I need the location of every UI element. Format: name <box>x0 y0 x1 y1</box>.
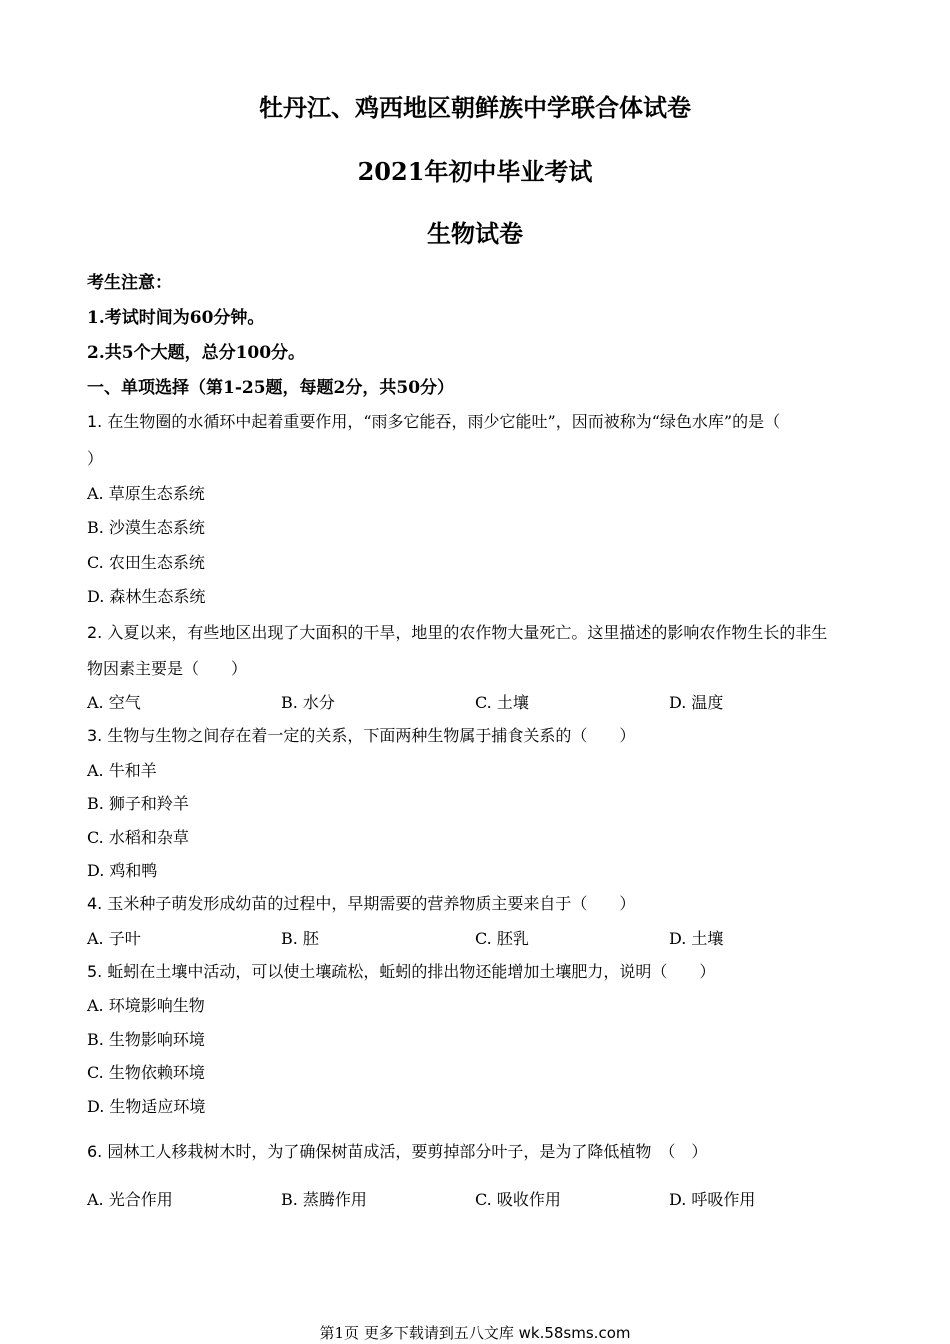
question-number: 3. <box>87 726 103 745</box>
option-c: C. 吸收作用 <box>475 1190 561 1209</box>
page-footer <box>0 1322 950 1343</box>
option-a: A. 牛和羊 <box>87 761 157 780</box>
option-b: B. 生物影响环境 <box>87 1030 205 1049</box>
question-1 <box>87 409 780 432</box>
section-heading: 一、单项选择（第1-25题，每题2分，共50分） <box>87 378 455 398</box>
question-number: 4. <box>87 894 103 913</box>
question-number: 2. <box>87 623 103 642</box>
notice-item-1: 1.考试时间为60分钟。 <box>87 308 265 328</box>
question-text: 园林工人移栽树木时，为了确保树苗成活，要剪掉部分叶子，是为了降低植物 （ ） <box>107 1142 708 1161</box>
option-d: D. 鸡和鸭 <box>87 861 158 880</box>
option-c: C. 土壤 <box>475 693 529 712</box>
question-2 <box>87 620 827 643</box>
option-d: D. 生物适应环境 <box>87 1097 206 1116</box>
option-b: B. 胚 <box>281 929 319 948</box>
option-c: C. 生物依赖环境 <box>87 1063 205 1082</box>
question-number: 6. <box>87 1142 103 1161</box>
option-a: A. 子叶 <box>87 929 141 948</box>
notice-item-2: 2.共5个大题，总分100分。 <box>87 343 306 363</box>
option-b: B. 狮子和羚羊 <box>87 794 189 813</box>
option-c: C. 胚乳 <box>475 929 529 948</box>
option-a: A. 光合作用 <box>87 1190 173 1209</box>
option-a: A. 空气 <box>87 693 141 712</box>
option-d: D. 土壤 <box>669 929 724 948</box>
question-text: 入夏以来，有些地区出现了大面积的干旱，地里的农作物大量死亡。这里描述的影响农作物生长的非生 <box>107 623 828 642</box>
option-c: C. 水稻和杂草 <box>87 828 189 847</box>
question-3 <box>87 723 635 746</box>
option-c: C. 农田生态系统 <box>87 553 205 572</box>
question-text: 蚯蚓在土壤中活动，可以使土壤疏松，蚯蚓的排出物还能增加土壤肥力，说明（ ） <box>107 962 716 981</box>
question-text: 玉米种子萌发形成幼苗的过程中，早期需要的营养物质主要来自于（ ） <box>107 894 636 913</box>
subject-title: 生物试卷 <box>427 219 523 248</box>
option-d: D. 呼吸作用 <box>669 1190 756 1209</box>
question-6 <box>87 1139 707 1162</box>
option-d: D. 温度 <box>669 693 724 712</box>
notice-heading: 考生注意： <box>87 273 172 293</box>
option-a: A. 草原生态系统 <box>87 484 205 503</box>
option-a: A. 环境影响生物 <box>87 996 205 1015</box>
question-5 <box>87 959 715 982</box>
exam-title: 牡丹江、鸡西地区朝鲜族中学联合体试卷 <box>259 93 691 122</box>
question-number: 5. <box>87 962 103 981</box>
question-4 <box>87 891 635 914</box>
question-2-continuation: 物因素主要是（ ） <box>87 659 248 678</box>
option-b: B. 沙漠生态系统 <box>87 518 205 537</box>
question-number: 1. <box>87 412 103 431</box>
exam-subtitle: 2021年初中毕业考试 <box>357 157 593 186</box>
question-text: 在生物圈的水循环中起着重要作用，“雨多它能吞，雨少它能吐”，因而被称为“绿色水库”的是（ <box>107 412 781 431</box>
question-1-continuation: ） <box>87 449 104 468</box>
option-d: D. 森林生态系统 <box>87 587 206 606</box>
option-b: B. 水分 <box>281 693 335 712</box>
question-text: 生物与生物之间存在着一定的关系，下面两种生物属于捕食关系的（ ） <box>107 726 636 745</box>
option-b: B. 蒸腾作用 <box>281 1190 367 1209</box>
footer-link[interactable]: wk.58sms.com <box>518 1324 631 1342</box>
footer-text: 第1页 更多下载请到五八文库 <box>319 1324 514 1342</box>
